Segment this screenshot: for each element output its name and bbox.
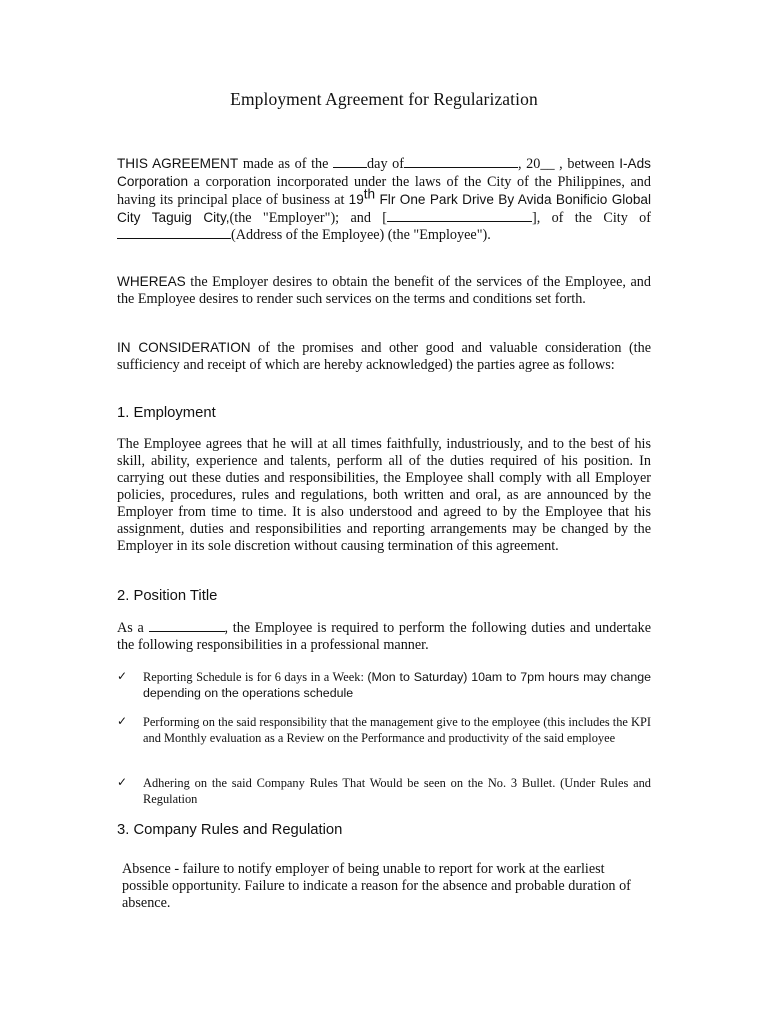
address-superscript: th: [363, 186, 376, 202]
bullet-text: Reporting Schedule is for 6 days in a Week: (Mon to Saturday) 10am to 7pm hours may change depending on the operations schedule: [143, 670, 652, 700]
checkmark-icon: ✓: [117, 714, 128, 728]
employee-name-blank: [387, 210, 532, 222]
position-intro: As a , the Employee is required to perform the following duties and undertake the following responsibilities in a professional manner.: [117, 620, 651, 653]
intro-paragraph: THIS AGREEMENT made as of the day of , 20__ , between I-Ads Corporation a corporation incorporated under the laws of the City of the Philippines, and having its principal place of business at 19th Flr One Park Drive By Avida Bonificio Global City Taguig City,(the "Employer"); and [ ], of the City of (Address of the Employee) (the "Employee").: [117, 156, 651, 243]
consideration-lead: IN CONSIDERATION: [117, 340, 251, 355]
whereas-paragraph: WHEREAS the Employer desires to obtain the benefit of the services of the Employee, and the Employee desires to render such services on the terms and conditions set forth.: [117, 274, 651, 307]
checkmark-icon: ✓: [117, 669, 128, 683]
day-blank: [333, 156, 367, 168]
city-blank: [117, 227, 231, 239]
document-title: Employment Agreement for Regularization: [230, 89, 538, 109]
address-number: 19: [348, 192, 364, 207]
schedule-emphasis: (Mon to Saturday) 10am to 7pm hours may change depending on the operations schedule: [143, 670, 652, 700]
bullet-text: Performing on the said responsibility that the management give to the employee (this includes the KPI and Monthly evaluation as a Review on the Performance and productivity of the said employee: [143, 715, 651, 745]
month-blank: [404, 156, 518, 168]
employment-body: The Employee agrees that he will at all times faithfully, industriously, and to the best of his skill, ability, experience and talents, perform all of the duties required of his position. In carrying out these duties and responsibilities, the Employee shall comply with all Employer policies, procedures, rules and regulations, both written and oral, as are announced by the Employer from time to time. It is also understood and agreed to by the Employee that his assignment, duties and responsibilities and reporting arrangements may be changed by the Employer in its sole discretion without causing termination of this agreement.: [117, 436, 651, 554]
section-heading-employment: 1. Employment: [117, 405, 216, 421]
bullet-text: Adhering on the said Company Rules That Would be seen on the No. 3 Bullet. (Under Rules and Regulation: [143, 776, 651, 806]
company-name: I-Ads Corporation: [117, 156, 651, 189]
rules-body: Absence - failure to notify employer of being unable to report for work at the earliest possible opportunity. Failure to indicate a reason for the absence and probable duration of absence.: [122, 861, 631, 911]
section-heading-position: 2. Position Title: [117, 588, 218, 604]
address-text: Flr One Park Drive By Avida Bonificio Global City Taguig City,: [117, 192, 651, 225]
consideration-paragraph: IN CONSIDERATION of the promises and other good and valuable consideration (the sufficiency and receipt of which are hereby acknowledged) the parties agree as follows:: [117, 340, 651, 373]
section-heading-rules: 3. Company Rules and Regulation: [117, 822, 343, 838]
checkmark-icon: ✓: [117, 775, 128, 789]
intro-lead: THIS AGREEMENT: [117, 156, 239, 171]
whereas-lead: WHEREAS: [117, 274, 186, 289]
position-blank: [149, 620, 225, 632]
